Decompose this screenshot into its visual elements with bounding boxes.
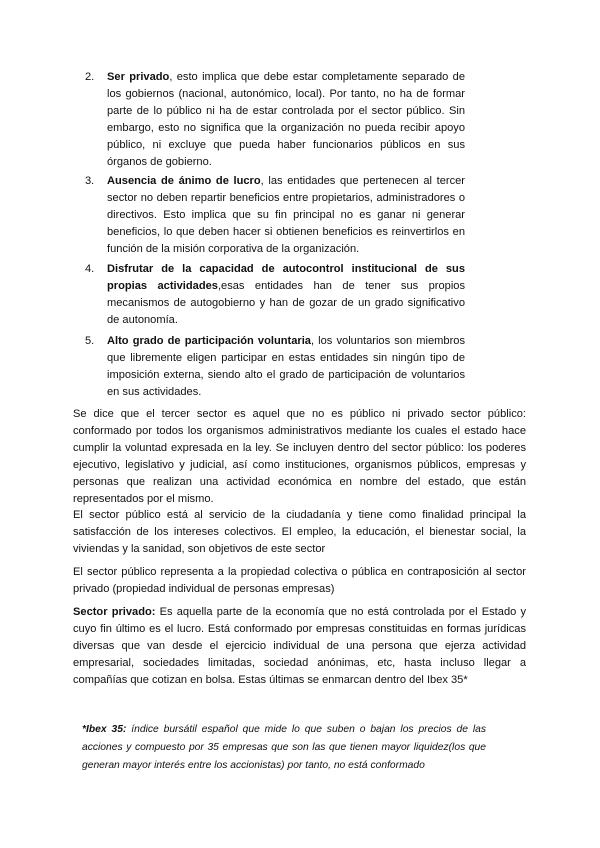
list-item-ser-privado (85, 69, 465, 170)
list-item-body (107, 69, 465, 170)
footnote-ibex (82, 721, 486, 774)
list-item-title: Ausencia de ánimo de lucro (107, 175, 261, 187)
list-item-participacion (85, 333, 465, 401)
list-number: 3. (85, 175, 95, 187)
footnote-term: *Ibex 35: (82, 724, 127, 735)
list-item-body (107, 333, 465, 401)
list-item-title: Disfrutar de la capacidad de autocontrol institucional de sus propias actividades (107, 263, 465, 292)
list-item-title: Ser privado (107, 71, 170, 83)
list-item-text: , esto implica que debe estar completamente separado de los gobiernos (nacional, autonómico, local). Por tanto, no ha de formar parte de lo público ni ha de estar controlada por el sector público. Sin embargo, esto no significa que la organización no pueda recibir apoyo público, ni excluye que pueda haber funcionarios públicos en sus órganos de gobierno. (107, 71, 465, 168)
list-item-text: ,esas entidades han de tener sus propios mecanismos de autogobierno y han de gozar de un grado significativo de autonomía. (107, 279, 466, 326)
paragraph-propiedad: El sector público representa a la propiedad colectiva o pública en contraposición al sector privado (propiedad individual de personas empresas) (73, 566, 526, 595)
list-item-text: , las entidades que pertenecen al tercer sector no deben repartir beneficios entre propietarios, administradores o directivos. Esto implica que su fin principal no es ganar ni generar beneficios, lo que deben hacer si obtienen beneficios es reinvertirlos en función de la misión corporativa de la organización. (107, 175, 465, 255)
sector-privado-text: Es aquella parte de la economía que no está controlada por el Estado y cuyo fin último es el lucro. Está conformado por empresas constituidas en formas jurídicas diversas que van desde el ejercicio individual de una persona que ejerza actividad empresarial, sociedades limitadas, sociedad anónimas, etc, hasta incluso llegar a compañías que cotizan en bolsa. Estas últimas se enmarcan dentro del Ibex 35* (73, 606, 526, 686)
list-item-title: Alto grado de participación voluntaria (107, 335, 311, 347)
list-number: 4. (85, 263, 95, 275)
list-item-autocontrol (85, 261, 465, 329)
list-number: 2. (85, 71, 95, 83)
footnote-text: índice bursátil español que mide lo que suben o bajan los precios de las acciones y compuesto por 35 empresas que son las que tienen mayor liquidez(los que generan mayor interés entre los accionistas) por tanto, no está conformado (82, 724, 486, 771)
list-item-body (107, 173, 465, 258)
list-number: 5. (85, 335, 95, 347)
paragraph-servicio: El sector público está al servicio de la ciudadanía y tiene como finalidad principal la satisfacción de los intereses colectivos. El empleo, la educación, el bienestar social, la viviendas y la sanidad, son objetivos de este sector (73, 509, 526, 555)
list-item-body (107, 261, 465, 329)
paragraph-sector-privado (73, 604, 526, 689)
list-item-text: , los voluntarios son miembros que libremente eligen participar en estas entidades sin ningún tipo de imposición externa, siendo alto el grado de participación de voluntarios en sus actividades. (107, 335, 466, 398)
list-item-animo-lucro (85, 173, 465, 258)
paragraph-tercer-sector: Se dice que el tercer sector es aquel que no es público ni privado sector público: conformado por todos los organismos administrativos mediante los cuales el estado hace cumplir la voluntad expresada en la ley. Se incluyen dentro del sector público: los poderes ejecutivo, legislativo y judicial, así como instituciones, organismos públicos, empresas y personas que realizan una actividad económica en nombre del estado, que están representados por el mismo. (73, 408, 526, 505)
sector-privado-title: Sector privado: (73, 606, 156, 618)
